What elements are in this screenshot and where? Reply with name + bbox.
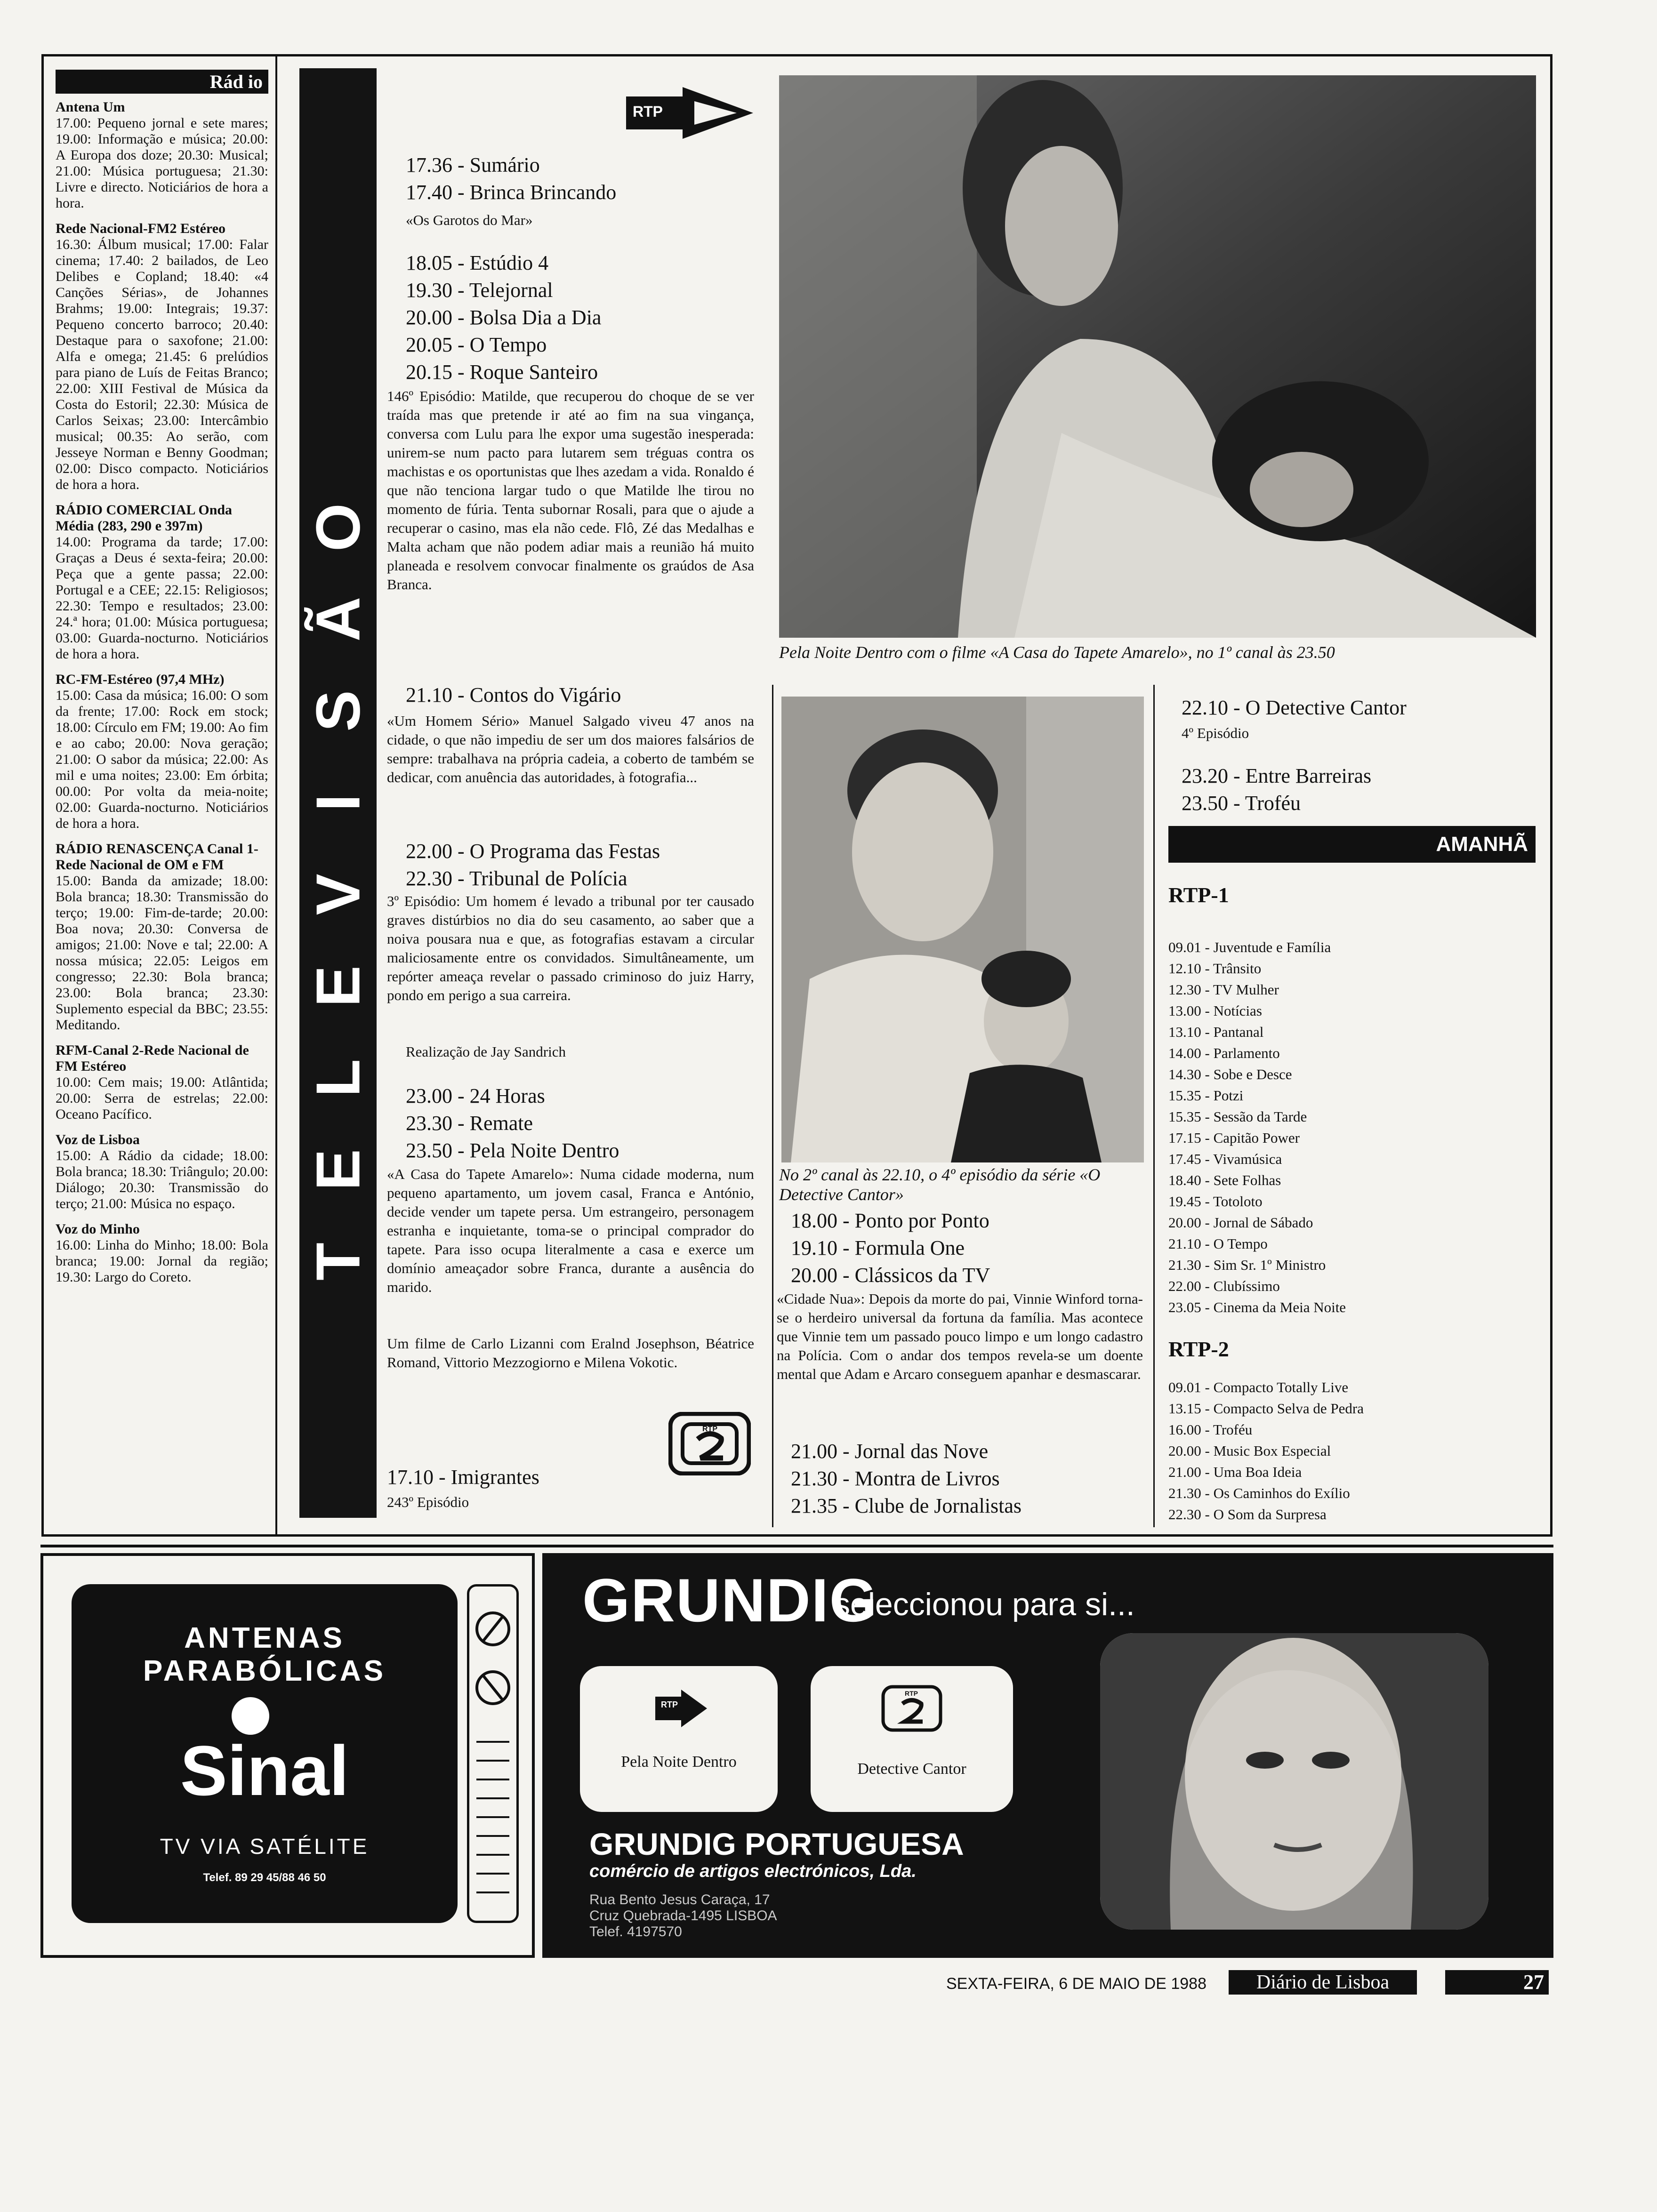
programme: 20.05 - O Tempo [406,333,547,356]
schedule-block [406,838,660,892]
list-item: 18.40 - Sete Folhas [1168,1172,1281,1188]
list-item: 21.00 - Uma Boa Ideia [1168,1464,1302,1480]
list-item: 12.10 - Trânsito [1168,960,1262,977]
detective-cantor-photo [781,697,1144,1162]
list-item: 20.00 - Jornal de Sábado [1168,1214,1313,1231]
footer-date: SEXTA-FEIRA, 6 DE MAIO DE 1988 [946,1975,1207,1993]
list-item: 23.05 - Cinema da Meia Noite [1168,1299,1346,1315]
banner-letter: V [303,874,373,915]
list-item: 12.30 - TV Mulher [1168,981,1279,998]
list-item: 13.15 - Compacto Selva de Pedra [1168,1400,1364,1417]
programme: 17.10 - Imigrantes [387,1466,539,1489]
programme-note: «Um Homem Sério» Manuel Salgado viveu 47 anos na cidade, o que não impediu de ser um dos maiores falsários de sempre: trabalhava na própria cadeia, a coberto de também se dedicar, com anuência das autoridades, à fotografia... [387,713,754,785]
programme-credit: Um filme de Carlo Lizanni com Eralnd Josephson, Béatrice Romand, Vittorio Mezzogiorno e Milena Vokotic. [387,1335,754,1370]
station-name: RFM-Canal 2-Rede Nacional de FM Estéreo [56,1042,249,1074]
amanha-header: AMANHÃ [1168,826,1536,863]
station-schedule: 17.00: Pequeno jornal e sete mares; 19.00: Informação e música; 20.00: A Europa dos doze; 20.30: Musical; 21.00: Música portuguesa; 21.30: Livre e directo. Noticiários de hora a hora. [56,115,268,211]
schedule-block [406,1082,619,1164]
programme: 18.00 - Ponto por Ponto [791,1209,989,1232]
station-schedule: 15.00: A Rádio da cidade; 18.00: Bola branca; 18.30: Triângulo; 20.00: Diálogo; 20.30: Transmissão do terço; 21.00: Música no espaço. [56,1148,268,1211]
programme-credit: Realização de Jay Sandrich [406,1043,566,1060]
list-item: 14.00 - Parlamento [1168,1045,1280,1061]
banner-letter: L [303,1059,373,1097]
sinal-line1: ANTENAS [184,1622,345,1654]
programme: 20.00 - Clássicos da TV [791,1264,990,1287]
film-still-photo [779,75,1536,638]
address-line: Cruz Quebrada-1495 LISBOA [589,1908,777,1923]
station-schedule: 15.00: Banda da amizade; 18.00: Bola branca; 18.30: Transmissão do terço; 19.00: Fim-de-tarde; 20.00: Boa nova; 20.30: Conversa de amigos; 21.00: Nove e tal; 22.00: A nossa música; 22.05: Leigos em congresso; 22.30: Bola branca; 23.00: Bola branca; 23.30: Suplemento especial da BBC; 23.55: Meditando. [56,873,268,1033]
radio-column-rule [275,56,277,1536]
rtp1-mini-logo-text: RTP [661,1700,678,1709]
page-number: 27 [1445,1970,1549,1995]
programme-note: 243º Episódio [387,1494,469,1510]
sinal-tagline: TV VIA SATÉLITE [160,1834,370,1859]
sinal-antennas-ad [40,1553,535,1958]
station-name: Rede Nacional-FM2 Estéreo [56,221,226,236]
station-schedule: 14.00: Programa da tarde; 17.00: Graças a Deus é sexta-feira; 20.00: Peça que a gente passa; 22.00: Portugal e a CEE; 22.15: Religiosos; 22.30: Tempo e resultados; 23.00: 24.ª hora; 01.00: Música portuguesa; 03.00: Guarda-nocturno. Noticiários de hora a hora. [56,534,268,662]
radio-station [56,1221,268,1285]
programme: 22.30 - Tribunal de Polícia [406,867,627,890]
station-name: Antena Um [56,99,125,115]
list-item: 14.30 - Sobe e Desce [1168,1066,1292,1082]
rtp2-schedule-title: RTP-2 [1168,1337,1229,1361]
programme: 21.30 - Montra de Livros [791,1467,1000,1490]
programme: 23.30 - Remate [406,1112,533,1135]
list-item: 21.30 - Os Caminhos do Exílio [1168,1485,1350,1501]
schedule-block [1182,762,1371,817]
list-item: 09.01 - Juventude e Família [1168,939,1331,955]
station-schedule: 16.00: Linha do Minho; 18.00: Bola branca; 19.00: Jornal da região; 19.30: Largo do Coreto. [56,1237,268,1285]
rtp2-tomorrow-schedule [1168,1377,1364,1525]
sinal-headline [72,1622,458,1688]
sinal-dot-icon [232,1697,269,1735]
list-item: 20.00 - Music Box Especial [1168,1443,1331,1459]
column-rule-middle [772,685,773,1527]
radio-station [56,1132,268,1212]
station-name: RC-FM-Estéreo (97,4 MHz) [56,672,225,687]
programme-note: «Cidade Nua»: Depois da morte do pai, Vinnie Winford torna-se o herdeiro universal da fortuna da família. Mas acontece que Vinnie tem um passado pouco limpo e um longo cadastro na Polícia. Com o andar dos tempos revela-se um doente mental que Adam e Arcaro conseguem apanhar e desmascarar. [777,1290,1143,1382]
station-name: RÁDIO RENASCENÇA Canal 1-Rede Nacional de OM e FM [56,841,258,873]
banner-letter: O [303,503,373,552]
station-schedule: 10.00: Cem mais; 19.00: Atlântida; 20.00: Serra de estrelas; 22.00: Oceano Pacífico. [56,1074,268,1122]
rtp1-logo [626,87,753,139]
programme: 23.00 - 24 Horas [406,1084,545,1107]
station-schedule: 16.30: Álbum musical; 17.00: Falar cinema; 17.40: 2 bailados, de Leo Delibes e Copland; 18.40: «4 Canções Sérias», de Johannes Brahms; 19.00: Integrais; 19.37: Pequeno concerto barroco; 20.40: Destaque para o saxofone; 21.00: Alfa e omega; 21.45: 6 prelúdios para piano de Luís de Feitas Branco; 22.00: XIII Festival de Música da Costa do Estoril; 22.30: Música de Carlos Seixas; 23.00: Intercâmbio musical; 00.35: Ao serão, com Jesseye Norman e Benny Goodman; 02.00: Disco compacto. Noticiários de hora a hora. [56,237,268,492]
list-item: 17.15 - Capitão Power [1168,1130,1300,1146]
banner-letter: T [303,1242,373,1281]
list-item: 13.00 - Notícias [1168,1002,1262,1019]
column-rule-right [1153,685,1155,1527]
schedule-block [791,1207,990,1289]
address-line: Telef. 4197570 [589,1924,682,1940]
list-item: 09.01 - Compacto Totally Live [1168,1379,1349,1395]
box-label: Detective Cantor [857,1760,966,1778]
programme: 20.15 - Roque Santeiro [406,361,598,384]
list-item: 15.35 - Potzi [1168,1087,1244,1104]
grundig-ad [542,1553,1553,1958]
list-item: 21.30 - Sim Sr. 1º Ministro [1168,1257,1326,1273]
rtp1-logo-text: RTP [633,103,663,120]
grundig-slogan: seleccionou para si... [834,1587,1135,1622]
tv-screen-photo [1100,1633,1488,1930]
programme: 20.00 - Bolsa Dia a Dia [406,306,602,329]
schedule-block [387,1464,539,1491]
grundig-address [589,1892,777,1940]
schedule-block [406,249,601,386]
list-item: 22.00 - Clubíssimo [1168,1278,1280,1294]
radio-column [56,70,268,1515]
programme: 17.36 - Sumário [406,153,540,176]
programme-note: «Os Garotos do Mar» [406,212,533,228]
list-item: 21.10 - O Tempo [1168,1235,1268,1252]
rtp2-logo-text: RTP [702,1425,717,1433]
station-schedule: 15.00: Casa da música; 16.00: O som da frente; 17.00: Rock em stock; 18.00: Círculo em FM; 19.00: Ao fim e ao cabo; 20.00: Nova geração; 21.00: O sabor da música; 22.00: As mil e uma noites; 23.00: Em órbita; 00.00: Por volta da meia-noite; 02.00: Guarda-nocturno. Noticiários de hora a hora. [56,688,268,831]
newspaper-name: Diário de Lisboa [1229,1970,1417,1995]
programme: 22.00 - O Programa das Festas [406,840,660,863]
film-still-image [779,75,1536,638]
list-item: 16.00 - Troféu [1168,1421,1253,1438]
radio-station [56,672,268,832]
television-banner [299,68,377,1518]
detective-cantor-box [811,1666,1013,1812]
schedule-block [791,1438,1022,1520]
detective-cantor-image [781,697,1144,1162]
programme: 23.50 - Troféu [1182,792,1301,815]
woman-portrait-image [1100,1633,1488,1930]
banner-letter: E [303,965,373,1007]
grundig-brand: GRUNDIG [582,1566,878,1635]
rtp1-schedule-title: RTP-1 [1168,883,1229,907]
sinal-line2: PARABÓLICAS [143,1655,386,1687]
banner-letter: E [303,1149,373,1191]
schedule-block [406,152,616,206]
rtp2-mini-logo-text: RTP [905,1690,918,1697]
address-line: Rua Bento Jesus Caraça, 17 [589,1892,770,1907]
radio-station [56,841,268,1033]
programme-note: «A Casa do Tapete Amarelo»: Numa cidade moderna, num pequeno apartamento, um jovem casal, Franca e António, decide vender um tapete persa. Um estrangeiro, personagem estranha e inquietante, toma-se o principal comprador do tapete. Para isso ocupa literalmente a casa e exerce um domínio ameaçador sobre Franca, durante a ausência do marido. [387,1166,754,1295]
tv-control-panel [467,1584,519,1923]
banner-letter: S [303,690,373,732]
box-label: Pela Noite Dentro [621,1753,737,1771]
radio-header: Rád io [56,70,268,94]
rtp1-tomorrow-schedule [1168,937,1346,1318]
rtp2-logo [668,1412,751,1475]
programme: 19.30 - Telejornal [406,279,553,302]
station-name: Voz do Minho [56,1221,140,1237]
programme: 17.40 - Brinca Brincando [406,181,617,204]
page-footer [946,1968,1553,1996]
station-name: Voz de Lisboa [56,1132,140,1147]
radio-station [56,502,268,662]
tv-knobs-icon [469,1587,516,1921]
schedule-block [406,681,621,709]
banner-letter: Ã [303,596,373,642]
radio-station [56,1042,268,1122]
photo-caption: Pela Noite Dentro com o filme «A Casa do Tapete Amarelo», no 1º canal às 23.50 [779,643,1335,662]
programme-note: 4º Episódio [1182,725,1249,741]
photo-caption: No 2º canal às 22.10, o 4º episódio da série «O Detective Cantor» [779,1165,1101,1204]
radio-station [56,99,268,211]
pela-noite-dentro-box [580,1666,778,1812]
programme: 19.10 - Formula One [791,1236,965,1259]
station-name: RÁDIO COMERCIAL Onda Média (283, 290 e 397m) [56,502,233,534]
ads-top-rule [40,1545,1553,1547]
list-item: 19.45 - Totoloto [1168,1193,1263,1210]
grundig-company-sub: comércio de artigos electrónicos, Lda. [589,1861,917,1881]
rtp2-logo-icon [668,1412,751,1475]
programme-note: 3º Episódio: Um homem é levado a tribunal por ter causado graves distúrbios no dia do seu casamento, ao saber que a noiva pousara nua e que, as fotografias estavam a circular maliciosamente entre os convidados. Simultâneamente, um repórter ameaça revelar o passado criminoso do juiz Harry, pondo em perigo a sua carreira. [387,893,754,1003]
programme: 21.35 - Clube de Jornalistas [791,1494,1022,1517]
list-item: 17.45 - Vivamúsica [1168,1151,1282,1167]
programme: 21.00 - Jornal das Nove [791,1440,989,1463]
list-item: 15.35 - Sessão da Tarde [1168,1108,1307,1125]
programme: 23.20 - Entre Barreiras [1182,764,1372,787]
programme: 18.05 - Estúdio 4 [406,251,549,274]
grundig-company: GRUNDIG PORTUGUESA [589,1827,964,1861]
list-item: 13.10 - Pantanal [1168,1024,1264,1040]
banner-letter: I [303,794,373,811]
programme: 22.10 - O Detective Cantor [1182,696,1407,719]
list-item: 22.30 - O Som da Surpresa [1168,1506,1327,1523]
radio-station [56,221,268,493]
programme: 21.10 - Contos do Vigário [406,683,621,706]
programme: 23.50 - Pela Noite Dentro [406,1139,619,1162]
sinal-phone: Telef. 89 29 45/88 46 50 [203,1871,326,1884]
sinal-brand: Sinal [180,1731,349,1810]
programme-note: 146º Episódio: Matilde, que recuperou do choque de se ver traída mas que pretende ir até ao fim na sua vingança, conversa com Lulu para lhe expor uma sugestão inesperada: unirem-se num pacto para lutarem sem tréguas contra os machistas e os oportunistas que lhes azedam a vida. Ronaldo é que não tenciona largar tudo o que Matilde lhe tirou no momento de fúria. Tenta subornar Rosali, para que o ajude a recuperar o casino, mas ela não cede. Flô, Zé das Medalhas e Malta acham que não podem adiar mais a reunião há muito planeada e resolvem convocar finalmente os graúdos de Asa Branca. [387,388,754,593]
schedule-block [1182,694,1407,721]
